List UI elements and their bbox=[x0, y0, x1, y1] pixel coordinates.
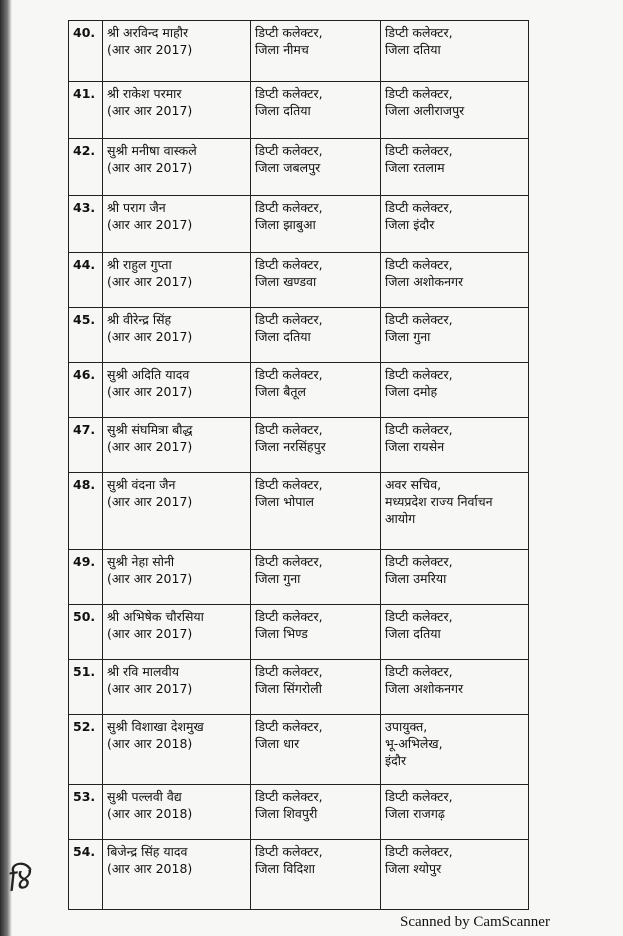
new-posting-line: डिप्टी कलेक्टर, bbox=[385, 257, 453, 272]
current-posting-line: जिला खण्डवा bbox=[255, 274, 317, 289]
table-row bbox=[69, 253, 529, 308]
current-posting-line: जिला जबलपुर bbox=[255, 160, 321, 175]
current-posting-cell bbox=[251, 253, 381, 308]
new-posting-line: डिप्टी कलेक्टर, bbox=[385, 664, 453, 679]
current-posting-line: जिला धार bbox=[255, 736, 300, 751]
table-row bbox=[69, 21, 529, 82]
officer-name: सुश्री मनीषा वास्कले bbox=[107, 143, 197, 158]
new-posting-line: जिला श्योपुर bbox=[385, 861, 442, 876]
current-posting-cell bbox=[251, 139, 381, 196]
current-posting-line: डिप्टी कलेक्टर, bbox=[255, 477, 323, 492]
new-posting-cell bbox=[381, 473, 529, 550]
current-posting-cell bbox=[251, 785, 381, 840]
current-posting-line: डिप्टी कलेक्टर, bbox=[255, 312, 323, 327]
new-posting-line: डिप्टी कलेक्टर, bbox=[385, 312, 453, 327]
officer-cell bbox=[103, 363, 251, 418]
current-posting-cell bbox=[251, 473, 381, 550]
officer-batch: (आर आर 2017) bbox=[107, 626, 193, 641]
new-posting-line: इंदौर bbox=[385, 753, 407, 768]
officer-name: सुश्री अदिति यादव bbox=[107, 367, 190, 382]
current-posting-line: जिला गुना bbox=[255, 571, 301, 586]
current-posting-cell bbox=[251, 363, 381, 418]
current-posting-line: जिला झाबुआ bbox=[255, 217, 316, 232]
camscanner-footer: Scanned by CamScanner bbox=[400, 914, 550, 930]
new-posting-cell bbox=[381, 363, 529, 418]
serial-number-cell: 51. bbox=[69, 660, 103, 715]
officer-batch: (आर आर 2018) bbox=[107, 861, 193, 876]
new-posting-line: जिला अशोकनगर bbox=[385, 274, 464, 289]
current-posting-line: जिला सिंगरोली bbox=[255, 681, 322, 696]
handwritten-signature: ४ि bbox=[3, 861, 32, 900]
current-posting-line: जिला बैतूल bbox=[255, 384, 306, 399]
serial-number-cell: 41. bbox=[69, 82, 103, 139]
new-posting-line: डिप्टी कलेक्टर, bbox=[385, 25, 453, 40]
officer-cell bbox=[103, 308, 251, 363]
new-posting-line: डिप्टी कलेक्टर, bbox=[385, 200, 453, 215]
new-posting-cell bbox=[381, 308, 529, 363]
officer-cell bbox=[103, 253, 251, 308]
current-posting-line: डिप्टी कलेक्टर, bbox=[255, 143, 323, 158]
officer-name: श्री अरविन्द माहौर bbox=[107, 25, 189, 40]
current-posting-line: डिप्टी कलेक्टर, bbox=[255, 789, 323, 804]
current-posting-line: डिप्टी कलेक्टर, bbox=[255, 664, 323, 679]
new-posting-cell bbox=[381, 840, 529, 910]
current-posting-cell bbox=[251, 196, 381, 253]
current-posting-cell bbox=[251, 550, 381, 605]
current-posting-line: डिप्टी कलेक्टर, bbox=[255, 844, 323, 859]
table-row bbox=[69, 550, 529, 605]
current-posting-line: डिप्टी कलेक्टर, bbox=[255, 257, 323, 272]
current-posting-line: जिला नीमच bbox=[255, 42, 309, 57]
table-row bbox=[69, 363, 529, 418]
serial-number-cell: 45. bbox=[69, 308, 103, 363]
new-posting-cell bbox=[381, 82, 529, 139]
current-posting-line: जिला विदिशा bbox=[255, 861, 315, 876]
current-posting-cell bbox=[251, 418, 381, 473]
page-binding-edge bbox=[0, 0, 12, 936]
officer-cell bbox=[103, 660, 251, 715]
officer-batch: (आर आर 2017) bbox=[107, 681, 193, 696]
current-posting-line: डिप्टी कलेक्टर, bbox=[255, 554, 323, 569]
table-row bbox=[69, 715, 529, 785]
new-posting-line: अवर सचिव, bbox=[385, 477, 442, 492]
table-row bbox=[69, 418, 529, 473]
new-posting-cell bbox=[381, 21, 529, 82]
new-posting-line: जिला रतलाम bbox=[385, 160, 445, 175]
current-posting-line: डिप्टी कलेक्टर, bbox=[255, 25, 323, 40]
new-posting-cell bbox=[381, 139, 529, 196]
new-posting-line: जिला इंदौर bbox=[385, 217, 435, 232]
current-posting-cell bbox=[251, 660, 381, 715]
officer-name: श्री पराग जैन bbox=[107, 200, 166, 215]
current-posting-cell bbox=[251, 715, 381, 785]
officer-name: श्री अभिषेक चौरसिया bbox=[107, 609, 204, 624]
officer-batch: (आर आर 2017) bbox=[107, 329, 193, 344]
officer-batch: (आर आर 2017) bbox=[107, 571, 193, 586]
serial-number-cell: 43. bbox=[69, 196, 103, 253]
officer-batch: (आर आर 2017) bbox=[107, 160, 193, 175]
officer-cell bbox=[103, 605, 251, 660]
officer-cell bbox=[103, 139, 251, 196]
officer-cell bbox=[103, 21, 251, 82]
current-posting-line: डिप्टी कलेक्टर, bbox=[255, 86, 323, 101]
current-posting-line: जिला नरसिंहपुर bbox=[255, 439, 326, 454]
new-posting-line: जिला उमरिया bbox=[385, 571, 447, 586]
new-posting-line: डिप्टी कलेक्टर, bbox=[385, 609, 453, 624]
new-posting-cell bbox=[381, 550, 529, 605]
table-body bbox=[69, 21, 529, 910]
officer-name: श्री वीरेन्द्र सिंह bbox=[107, 312, 172, 327]
officer-batch: (आर आर 2017) bbox=[107, 103, 193, 118]
serial-number-cell: 46. bbox=[69, 363, 103, 418]
new-posting-line: डिप्टी कलेक्टर, bbox=[385, 143, 453, 158]
officer-name: सुश्री पल्लवी वैद्य bbox=[107, 789, 182, 804]
current-posting-cell bbox=[251, 605, 381, 660]
current-posting-line: डिप्टी कलेक्टर, bbox=[255, 422, 323, 437]
new-posting-line: जिला दतिया bbox=[385, 42, 441, 57]
new-posting-line: डिप्टी कलेक्टर, bbox=[385, 367, 453, 382]
transfer-list-table bbox=[68, 20, 529, 910]
new-posting-line: उपायुक्त, bbox=[385, 719, 428, 734]
officer-batch: (आर आर 2017) bbox=[107, 384, 193, 399]
current-posting-line: डिप्टी कलेक्टर, bbox=[255, 367, 323, 382]
table-row bbox=[69, 82, 529, 139]
new-posting-line: डिप्टी कलेक्टर, bbox=[385, 554, 453, 569]
serial-number-cell: 42. bbox=[69, 139, 103, 196]
current-posting-cell bbox=[251, 82, 381, 139]
table-row bbox=[69, 840, 529, 910]
officer-batch: (आर आर 2018) bbox=[107, 806, 193, 821]
table-row bbox=[69, 139, 529, 196]
current-posting-line: डिप्टी कलेक्टर, bbox=[255, 609, 323, 624]
new-posting-cell bbox=[381, 196, 529, 253]
new-posting-line: जिला रायसेन bbox=[385, 439, 445, 454]
new-posting-cell bbox=[381, 660, 529, 715]
serial-number-cell: 50. bbox=[69, 605, 103, 660]
table-row bbox=[69, 473, 529, 550]
new-posting-line: डिप्टी कलेक्टर, bbox=[385, 86, 453, 101]
officer-batch: (आर आर 2017) bbox=[107, 494, 193, 509]
officer-name: सुश्री वंदना जैन bbox=[107, 477, 176, 492]
serial-number-cell: 54. bbox=[69, 840, 103, 910]
table-row bbox=[69, 785, 529, 840]
serial-number-cell: 47. bbox=[69, 418, 103, 473]
officer-cell bbox=[103, 418, 251, 473]
new-posting-cell bbox=[381, 785, 529, 840]
table-row bbox=[69, 196, 529, 253]
officer-name: श्री रवि मालवीय bbox=[107, 664, 179, 679]
new-posting-line: जिला अशोकनगर bbox=[385, 681, 464, 696]
current-posting-line: जिला दतिया bbox=[255, 329, 311, 344]
serial-number-cell: 48. bbox=[69, 473, 103, 550]
serial-number-cell: 53. bbox=[69, 785, 103, 840]
officer-name: बिजेन्द्र सिंह यादव bbox=[107, 844, 188, 859]
new-posting-line: डिप्टी कलेक्टर, bbox=[385, 422, 453, 437]
current-posting-line: डिप्टी कलेक्टर, bbox=[255, 719, 323, 734]
officer-name: सुश्री नेहा सोनी bbox=[107, 554, 175, 569]
new-posting-cell bbox=[381, 418, 529, 473]
current-posting-line: जिला शिवपुरी bbox=[255, 806, 318, 821]
table-row bbox=[69, 605, 529, 660]
current-posting-line: डिप्टी कलेक्टर, bbox=[255, 200, 323, 215]
table-row bbox=[69, 308, 529, 363]
officer-cell bbox=[103, 196, 251, 253]
officer-batch: (आर आर 2017) bbox=[107, 217, 193, 232]
officer-cell bbox=[103, 82, 251, 139]
officer-cell bbox=[103, 715, 251, 785]
serial-number-cell: 49. bbox=[69, 550, 103, 605]
current-posting-cell bbox=[251, 308, 381, 363]
current-posting-line: जिला भोपाल bbox=[255, 494, 315, 509]
officer-batch: (आर आर 2017) bbox=[107, 439, 193, 454]
officer-name: सुश्री विशाखा देशमुख bbox=[107, 719, 204, 734]
officer-batch: (आर आर 2017) bbox=[107, 42, 193, 57]
table-row bbox=[69, 660, 529, 715]
officer-batch: (आर आर 2018) bbox=[107, 736, 193, 751]
officer-cell bbox=[103, 550, 251, 605]
officer-cell bbox=[103, 785, 251, 840]
officer-cell bbox=[103, 473, 251, 550]
current-posting-line: जिला भिण्ड bbox=[255, 626, 308, 641]
serial-number-cell: 52. bbox=[69, 715, 103, 785]
current-posting-line: जिला दतिया bbox=[255, 103, 311, 118]
new-posting-line: जिला दतिया bbox=[385, 626, 441, 641]
new-posting-line: मध्यप्रदेश राज्य निर्वाचन bbox=[385, 494, 493, 509]
new-posting-line: जिला अलीराजपुर bbox=[385, 103, 465, 118]
officer-name: श्री राहुल गुप्ता bbox=[107, 257, 172, 272]
new-posting-line: भू-अभिलेख, bbox=[385, 736, 443, 751]
new-posting-cell bbox=[381, 715, 529, 785]
new-posting-line: जिला राजगढ़ bbox=[385, 806, 445, 821]
officer-batch: (आर आर 2017) bbox=[107, 274, 193, 289]
new-posting-line: डिप्टी कलेक्टर, bbox=[385, 844, 453, 859]
current-posting-cell bbox=[251, 840, 381, 910]
serial-number-cell: 44. bbox=[69, 253, 103, 308]
new-posting-line: जिला दमोह bbox=[385, 384, 438, 399]
current-posting-cell bbox=[251, 21, 381, 82]
officer-name: श्री राकेश परमार bbox=[107, 86, 182, 101]
new-posting-line: डिप्टी कलेक्टर, bbox=[385, 789, 453, 804]
new-posting-line: जिला गुना bbox=[385, 329, 431, 344]
new-posting-cell bbox=[381, 253, 529, 308]
serial-number-cell: 40. bbox=[69, 21, 103, 82]
officer-cell bbox=[103, 840, 251, 910]
officer-name: सुश्री संघमित्रा बौद्ध bbox=[107, 422, 193, 437]
new-posting-line: आयोग bbox=[385, 511, 416, 526]
new-posting-cell bbox=[381, 605, 529, 660]
